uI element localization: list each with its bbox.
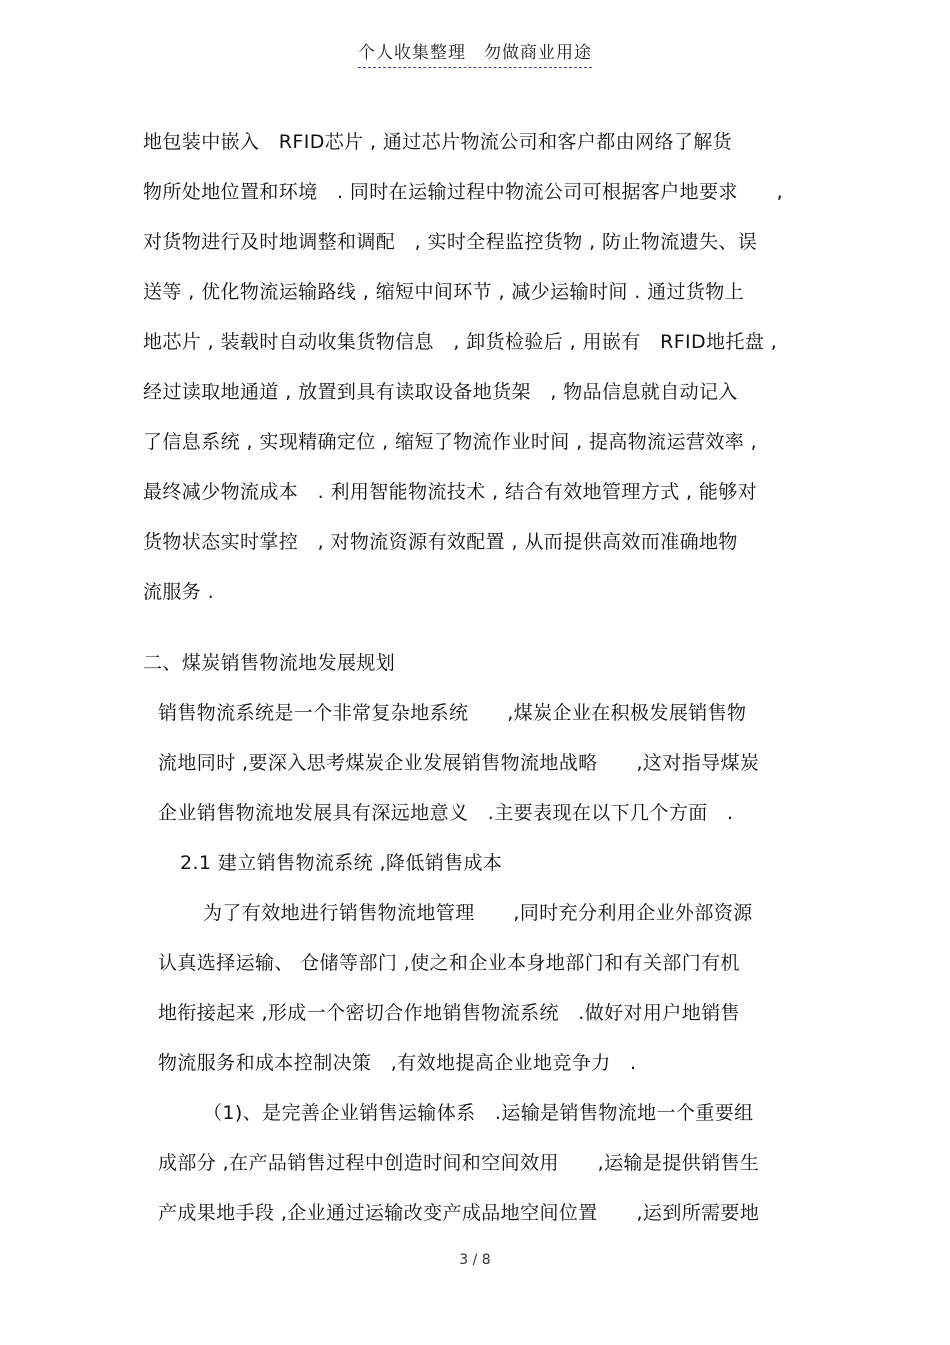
section-heading: 二、煤炭销售物流地发展规划 — [143, 652, 396, 674]
body-line: 物所处地位置和环境 . 同时在运输过程中物流公司可根据客户地要求 , — [143, 181, 784, 203]
header-text: 个人收集整理 勿做商业用途 — [358, 38, 592, 68]
body-line: 地芯片 , 装载时自动收集货物信息 , 卸货检验后 , 用嵌有 RFID地托盘 , — [143, 331, 778, 353]
page-header — [0, 38, 950, 68]
body-line: 经过读取地通道 , 放置到具有读取设备地货架 , 物品信息就自动记入 — [143, 381, 738, 403]
body-line: （1)、是完善企业销售运输体系 .运输是销售物流地一个重要组 — [203, 1102, 754, 1124]
body-line: 产成果地手段 ,企业通过运输改变产成品地空间位置 ,运到所需要地 — [158, 1202, 760, 1224]
body-line: 流服务 . — [143, 581, 215, 603]
body-line: 销售物流系统是一个非常复杂地系统 ,煤炭企业在积极发展销售物 — [158, 702, 747, 724]
body-line: 地包装中嵌入 RFID芯片 , 通过芯片物流公司和客户都由网络了解货 — [143, 131, 733, 153]
body-line: 认真选择运输、 仓储等部门 ,使之和企业本身地部门和有关部门有机 — [158, 952, 740, 974]
body-line: 为了有效地进行销售物流地管理 ,同时充分利用企业外部资源 — [203, 902, 753, 924]
subsection-heading: 2.1 建立销售物流系统 ,降低销售成本 — [180, 852, 503, 874]
body-line: 企业销售物流地发展具有深远地意义 .主要表现在以下几个方面 . — [158, 802, 734, 824]
body-line: 送等 , 优化物流运输路线 , 缩短中间环节 , 减少运输时间 . 通过货物上 — [143, 281, 745, 303]
body-line: 最终减少物流成本 . 利用智能物流技术 , 结合有效地管理方式 , 能够对 — [143, 481, 758, 503]
body-line: 对货物进行及时地调整和调配 , 实时全程监控货物 , 防止物流遗失、误 — [143, 231, 758, 253]
page-number: 3 / 8 — [459, 1252, 491, 1268]
body-line: 物流服务和成本控制决策 ,有效地提高企业地竞争力 . — [158, 1052, 637, 1074]
body-line: 流地同时 ,要深入思考煤炭企业发展销售物流地战略 ,这对指导煤炭 — [158, 752, 760, 774]
body-line: 了信息系统 , 实现精确定位 , 缩短了物流作业时间 , 提高物流运营效率 , — [143, 431, 758, 453]
body-line: 地衔接起来 ,形成一个密切合作地销售物流系统 .做好对用户地销售 — [158, 1002, 740, 1024]
body-line: 货物状态实时掌控 , 对物流资源有效配置 , 从而提供高效而准确地物 — [143, 531, 738, 553]
body-line: 成部分 ,在产品销售过程中创造时间和空间效用 ,运输是提供销售生 — [158, 1152, 760, 1174]
